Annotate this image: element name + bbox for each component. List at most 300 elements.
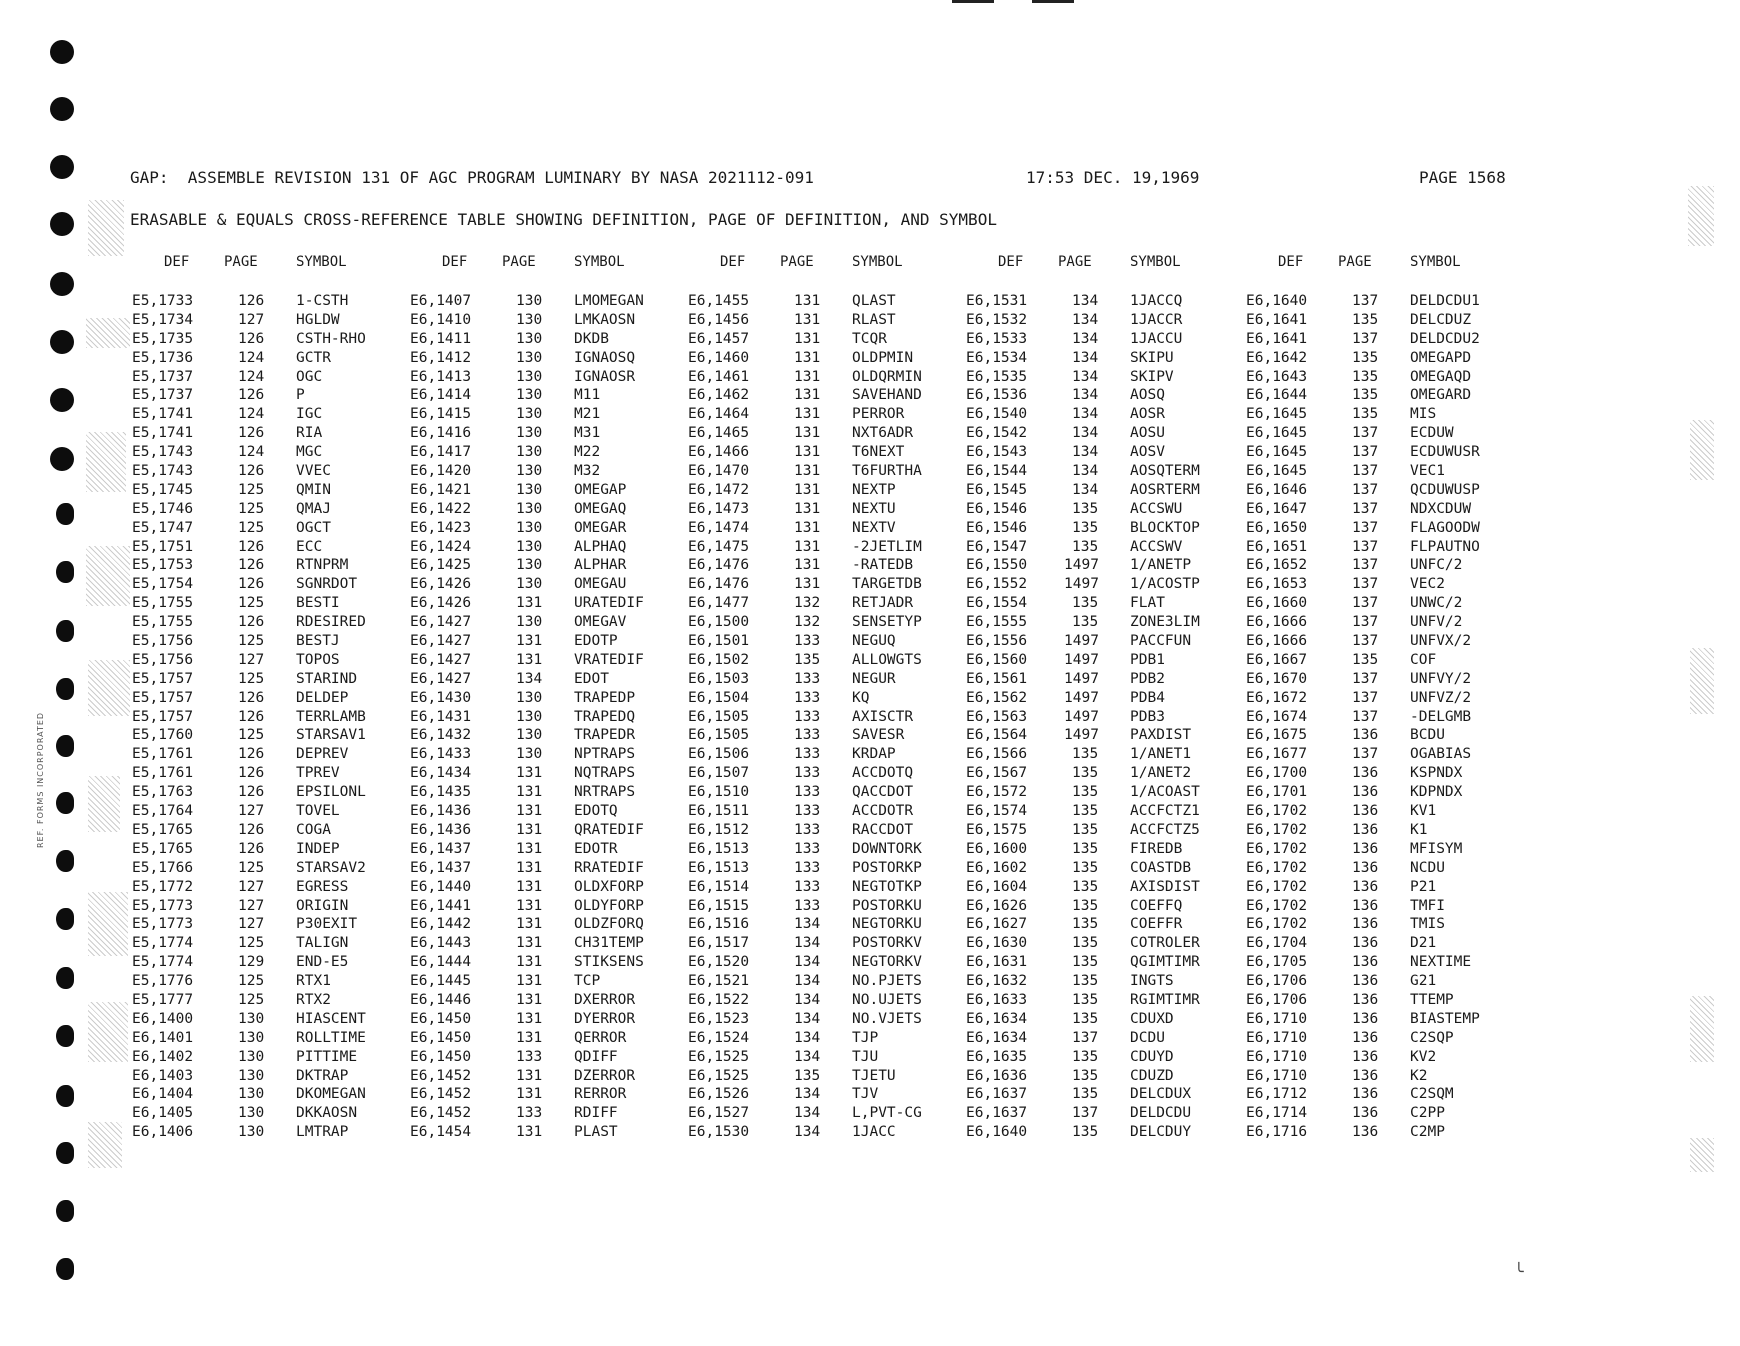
def-cell: E6,1666 xyxy=(1246,614,1308,631)
page-cell: 131 xyxy=(516,765,543,782)
page-cell: 135 xyxy=(1072,1067,1099,1084)
def-cell: E5,1760 xyxy=(132,727,194,744)
page-cell: 137 xyxy=(1352,689,1379,706)
page-cell: 136 xyxy=(1352,973,1379,990)
def-cell: E6,1477 xyxy=(688,595,750,612)
symbol-cell: EDOT xyxy=(574,670,609,687)
symbol-cell: DOWNTORK xyxy=(852,840,922,857)
page-cell: 127 xyxy=(238,916,265,933)
margin-side-text: REF. FORMS INCORPORATED xyxy=(36,711,45,849)
def-cell: E6,1476 xyxy=(688,557,750,574)
page-cell: 136 xyxy=(1352,1048,1379,1065)
def-cell: E6,1543 xyxy=(966,444,1028,461)
page-cell: 136 xyxy=(1352,1067,1379,1084)
symbol-cell: SKIPV xyxy=(1130,368,1174,385)
page-cell: 131 xyxy=(516,954,543,971)
page-cell: 130 xyxy=(238,1067,265,1084)
def-cell: E6,1513 xyxy=(688,840,750,857)
column-headers xyxy=(0,254,1740,276)
page-cell: 137 xyxy=(1352,670,1379,687)
def-cell: E6,1427 xyxy=(410,670,472,687)
def-cell: E6,1552 xyxy=(966,576,1028,593)
def-cell: E5,1765 xyxy=(132,840,194,857)
def-cell: E6,1406 xyxy=(132,1124,194,1141)
symbol-cell: ECDUW xyxy=(1410,425,1454,442)
def-cell: E6,1432 xyxy=(410,727,472,744)
def-cell: E5,1757 xyxy=(132,670,194,687)
page-cell: 131 xyxy=(516,878,543,895)
page-cell: 135 xyxy=(1072,1048,1099,1065)
def-cell: E6,1526 xyxy=(688,1086,750,1103)
punch-hole xyxy=(50,97,74,121)
page-cell: 135 xyxy=(1072,878,1099,895)
symbol-cell: BESTJ xyxy=(296,633,340,650)
punch-hole xyxy=(56,1200,74,1222)
def-cell: E6,1405 xyxy=(132,1105,194,1122)
def-cell: E6,1536 xyxy=(966,387,1028,404)
symbol-cell: AOSR xyxy=(1130,406,1165,423)
page-cell: 133 xyxy=(794,878,821,895)
table-row xyxy=(0,519,1740,538)
symbol-cell: TOVEL xyxy=(296,803,340,820)
symbol-cell: 1JACCQ xyxy=(1130,293,1183,309)
symbol-cell: ACCDOTR xyxy=(852,803,914,820)
def-cell: E5,1754 xyxy=(132,576,194,593)
def-cell: E6,1547 xyxy=(966,538,1028,555)
column-header-def: DEF xyxy=(1278,254,1304,270)
def-cell: E6,1450 xyxy=(410,1048,472,1065)
def-cell: E6,1567 xyxy=(966,765,1028,782)
def-cell: E5,1755 xyxy=(132,595,194,612)
symbol-cell: TTEMP xyxy=(1410,991,1454,1008)
table-row xyxy=(0,311,1740,330)
symbol-cell: RRATEDIF xyxy=(574,859,644,876)
symbol-cell: RGIMTIMR xyxy=(1130,991,1200,1008)
def-cell: E6,1455 xyxy=(688,293,750,309)
symbol-cell: INGTS xyxy=(1130,973,1174,990)
def-cell: E6,1444 xyxy=(410,954,472,971)
symbol-cell: C2SQM xyxy=(1410,1086,1454,1103)
symbol-cell: PACCFUN xyxy=(1130,633,1192,650)
symbol-cell: DELCDUZ xyxy=(1410,311,1472,328)
symbol-cell: C2PP xyxy=(1410,1105,1445,1122)
symbol-cell: EDOTR xyxy=(574,840,618,857)
symbol-cell: NXT6ADR xyxy=(852,425,914,442)
symbol-cell: GCTR xyxy=(296,349,331,366)
def-cell: E6,1710 xyxy=(1246,1029,1308,1046)
def-cell: E6,1705 xyxy=(1246,954,1308,971)
page-cell: 130 xyxy=(238,1029,265,1046)
page-cell: 130 xyxy=(238,1124,265,1141)
symbol-cell: DELCDUY xyxy=(1130,1124,1192,1141)
symbol-cell: MGC xyxy=(296,444,323,461)
def-cell: E6,1524 xyxy=(688,1029,750,1046)
symbol-cell: 1/ACOAST xyxy=(1130,784,1200,801)
page-cell: 131 xyxy=(516,1029,543,1046)
symbol-cell: TJETU xyxy=(852,1067,896,1084)
punch-hole xyxy=(50,212,74,236)
page-cell: 131 xyxy=(516,897,543,914)
def-cell: E6,1562 xyxy=(966,689,1028,706)
def-cell: E6,1475 xyxy=(688,538,750,555)
symbol-cell: NEGTOTKP xyxy=(852,878,922,895)
symbol-cell: IGNAOSQ xyxy=(574,349,636,366)
page-cell: 134 xyxy=(1072,311,1099,328)
def-cell: E6,1503 xyxy=(688,670,750,687)
symbol-cell: RLAST xyxy=(852,311,896,328)
symbol-cell: STARSAV1 xyxy=(296,727,366,744)
symbol-cell: COEFFQ xyxy=(1130,897,1183,914)
symbol-cell: QCDUWUSP xyxy=(1410,481,1480,498)
page-cell: 137 xyxy=(1352,595,1379,612)
page-cell: 135 xyxy=(1352,349,1379,366)
def-cell: E5,1737 xyxy=(132,387,194,404)
def-cell: E5,1764 xyxy=(132,803,194,820)
symbol-cell: VVEC xyxy=(296,463,331,480)
table-row xyxy=(0,613,1740,632)
def-cell: E6,1652 xyxy=(1246,557,1308,574)
symbol-cell: POSTORKV xyxy=(852,935,922,952)
def-cell: E6,1554 xyxy=(966,595,1028,612)
column-header-def: DEF xyxy=(442,254,468,270)
def-cell: E5,1766 xyxy=(132,859,194,876)
symbol-cell: COTROLER xyxy=(1130,935,1200,952)
column-header-def: DEF xyxy=(164,254,190,270)
def-cell: E6,1560 xyxy=(966,651,1028,668)
symbol-cell: T6NEXT xyxy=(852,444,905,461)
symbol-cell: NEGUQ xyxy=(852,633,896,650)
symbol-cell: NEXTU xyxy=(852,500,896,517)
table-row xyxy=(0,632,1740,651)
page-cell: 137 xyxy=(1352,444,1379,461)
symbol-cell: OLDZFORQ xyxy=(574,916,644,933)
symbol-cell: AXISDIST xyxy=(1130,878,1200,895)
page-cell: 131 xyxy=(794,387,821,404)
def-cell: E6,1401 xyxy=(132,1029,194,1046)
table-row xyxy=(0,670,1740,689)
symbol-cell: 1-CSTH xyxy=(296,293,349,309)
page-cell: 137 xyxy=(1352,633,1379,650)
page-cell: 133 xyxy=(794,689,821,706)
symbol-cell: M31 xyxy=(574,425,601,442)
def-cell: E6,1410 xyxy=(410,311,472,328)
def-cell: E6,1435 xyxy=(410,784,472,801)
page-cell: 126 xyxy=(238,689,265,706)
symbol-cell: COF xyxy=(1410,651,1437,668)
def-cell: E6,1556 xyxy=(966,633,1028,650)
def-cell: E6,1521 xyxy=(688,973,750,990)
page-cell: 125 xyxy=(238,595,265,612)
table-row xyxy=(0,1104,1740,1123)
symbol-cell: -DELGMB xyxy=(1410,708,1472,725)
table-row xyxy=(0,821,1740,840)
def-cell: E6,1644 xyxy=(1246,387,1308,404)
def-cell: E6,1646 xyxy=(1246,481,1308,498)
symbol-cell: BIASTEMP xyxy=(1410,1010,1480,1027)
page-cell: 135 xyxy=(1072,803,1099,820)
column-header-page: PAGE xyxy=(502,254,536,270)
page-cell: 135 xyxy=(1072,991,1099,1008)
page-cell: 135 xyxy=(1352,651,1379,668)
page-cell: 130 xyxy=(516,727,543,744)
symbol-cell: UNFVZ/2 xyxy=(1410,689,1472,706)
page-cell: 131 xyxy=(794,368,821,385)
page-cell: 130 xyxy=(516,689,543,706)
column-header-page: PAGE xyxy=(1338,254,1372,270)
symbol-cell: OMEGAP xyxy=(574,481,627,498)
symbol-cell: KV1 xyxy=(1410,803,1437,820)
page-cell: 1497 xyxy=(1064,689,1099,706)
table-row xyxy=(0,859,1740,878)
page-cell: 135 xyxy=(1352,406,1379,423)
top-edge-mark xyxy=(952,0,994,3)
page-cell: 133 xyxy=(794,708,821,725)
symbol-cell: EDOTP xyxy=(574,633,618,650)
def-cell: E6,1413 xyxy=(410,368,472,385)
page-cell: 134 xyxy=(794,1010,821,1027)
symbol-cell: DELDEP xyxy=(296,689,349,706)
def-cell: E6,1416 xyxy=(410,425,472,442)
page-cell: 130 xyxy=(516,538,543,555)
def-cell: E6,1546 xyxy=(966,519,1028,536)
table-row xyxy=(0,934,1740,953)
symbol-cell: STIKSENS xyxy=(574,954,644,971)
symbol-cell: COGA xyxy=(296,821,331,838)
page-cell: 126 xyxy=(238,557,265,574)
symbol-cell: ACCSWU xyxy=(1130,500,1183,517)
symbol-cell: TARGETDB xyxy=(852,576,922,593)
page-cell: 136 xyxy=(1352,991,1379,1008)
page-cell: 131 xyxy=(516,821,543,838)
def-cell: E6,1470 xyxy=(688,463,750,480)
def-cell: E6,1440 xyxy=(410,878,472,895)
page-cell: 125 xyxy=(238,633,265,650)
table-row xyxy=(0,878,1740,897)
symbol-cell: P xyxy=(296,387,305,404)
page-cell: 126 xyxy=(238,708,265,725)
page-cell: 136 xyxy=(1352,1029,1379,1046)
def-cell: E6,1516 xyxy=(688,916,750,933)
page-cell: 126 xyxy=(238,840,265,857)
def-cell: E6,1666 xyxy=(1246,633,1308,650)
symbol-cell: AOSQTERM xyxy=(1130,463,1200,480)
def-cell: E5,1741 xyxy=(132,406,194,423)
page-cell: 126 xyxy=(238,765,265,782)
page-cell: 134 xyxy=(1072,406,1099,423)
table-row xyxy=(0,330,1740,349)
table-row xyxy=(0,783,1740,802)
def-cell: E6,1473 xyxy=(688,500,750,517)
symbol-cell: HGLDW xyxy=(296,311,340,328)
page-cell: 130 xyxy=(516,708,543,725)
page-cell: 134 xyxy=(1072,444,1099,461)
def-cell: E5,1736 xyxy=(132,349,194,366)
table-row xyxy=(0,991,1740,1010)
def-cell: E6,1507 xyxy=(688,765,750,782)
page-cell: 134 xyxy=(1072,293,1099,309)
symbol-cell: BLOCKTOP xyxy=(1130,519,1200,536)
symbol-cell: NCDU xyxy=(1410,859,1445,876)
page-cell: 125 xyxy=(238,859,265,876)
page-cell: 135 xyxy=(1352,311,1379,328)
symbol-cell: BESTI xyxy=(296,595,340,612)
def-cell: E5,1751 xyxy=(132,538,194,555)
symbol-cell: M22 xyxy=(574,444,601,461)
symbol-cell: ALPHAR xyxy=(574,557,627,574)
def-cell: E5,1773 xyxy=(132,897,194,914)
symbol-cell: NO.PJETS xyxy=(852,973,922,990)
def-cell: E5,1756 xyxy=(132,651,194,668)
page-cell: 134 xyxy=(794,1086,821,1103)
symbol-cell: LMTRAP xyxy=(296,1124,349,1141)
def-cell: E6,1533 xyxy=(966,330,1028,347)
page-cell: 134 xyxy=(794,1029,821,1046)
symbol-cell: DELCDUX xyxy=(1130,1086,1192,1103)
def-cell: E6,1513 xyxy=(688,859,750,876)
def-cell: E6,1631 xyxy=(966,954,1028,971)
symbol-cell: 1/ANETP xyxy=(1130,557,1192,574)
page-cell: 135 xyxy=(794,651,821,668)
def-cell: E6,1667 xyxy=(1246,651,1308,668)
table-row xyxy=(0,443,1740,462)
def-cell: E5,1761 xyxy=(132,746,194,763)
page-cell: 130 xyxy=(516,519,543,536)
symbol-cell: EDOTQ xyxy=(574,803,618,820)
def-cell: E6,1420 xyxy=(410,463,472,480)
page-cell: 130 xyxy=(516,368,543,385)
symbol-cell: KDPNDX xyxy=(1410,784,1463,801)
page-cell: 126 xyxy=(238,387,265,404)
symbol-cell: TJP xyxy=(852,1029,879,1046)
page-cell: 131 xyxy=(794,330,821,347)
symbol-cell: DELDCDU xyxy=(1130,1105,1192,1122)
def-cell: E6,1422 xyxy=(410,500,472,517)
page-cell: 125 xyxy=(238,991,265,1008)
def-cell: E5,1746 xyxy=(132,500,194,517)
symbol-cell: TMIS xyxy=(1410,916,1445,933)
table-row xyxy=(0,802,1740,821)
symbol-cell: NEGTORKU xyxy=(852,916,922,933)
def-cell: E5,1763 xyxy=(132,784,194,801)
def-cell: E5,1734 xyxy=(132,311,194,328)
punch-hole xyxy=(50,155,74,179)
symbol-cell: QGIMTIMR xyxy=(1130,954,1200,971)
symbol-cell: POSTORKP xyxy=(852,859,922,876)
symbol-cell: VEC2 xyxy=(1410,576,1445,593)
page-cell: 131 xyxy=(516,784,543,801)
symbol-cell: NEGTORKV xyxy=(852,954,922,971)
def-cell: E6,1437 xyxy=(410,859,472,876)
column-header-symbol: SYMBOL xyxy=(296,254,347,270)
symbol-cell: RACCDOT xyxy=(852,821,914,838)
def-cell: E6,1427 xyxy=(410,651,472,668)
symbol-cell: ROLLTIME xyxy=(296,1029,366,1046)
symbol-cell: OLDYFORP xyxy=(574,897,644,914)
def-cell: E6,1642 xyxy=(1246,349,1308,366)
timestamp: 17:53 DEC. 19,1969 xyxy=(1026,168,1200,187)
def-cell: E6,1504 xyxy=(688,689,750,706)
def-cell: E6,1643 xyxy=(1246,368,1308,385)
symbol-cell: FIREDB xyxy=(1130,840,1183,857)
page-cell: 135 xyxy=(1072,614,1099,631)
def-cell: E6,1564 xyxy=(966,727,1028,744)
page-cell: 1497 xyxy=(1064,727,1099,744)
def-cell: E6,1544 xyxy=(966,463,1028,480)
symbol-cell: URATEDIF xyxy=(574,595,644,612)
symbol-cell: AOSRTERM xyxy=(1130,481,1200,498)
page-cell: 136 xyxy=(1352,765,1379,782)
def-cell: E6,1426 xyxy=(410,595,472,612)
symbol-cell: DZERROR xyxy=(574,1067,636,1084)
symbol-cell: FLAGOODW xyxy=(1410,519,1480,536)
page-cell: 126 xyxy=(238,293,265,309)
def-cell: E6,1637 xyxy=(966,1105,1028,1122)
def-cell: E6,1430 xyxy=(410,689,472,706)
page-cell: 126 xyxy=(238,746,265,763)
page-cell: 126 xyxy=(238,576,265,593)
def-cell: E6,1531 xyxy=(966,293,1028,309)
def-cell: E5,1761 xyxy=(132,765,194,782)
def-cell: E6,1670 xyxy=(1246,670,1308,687)
page-cell: 134 xyxy=(794,935,821,952)
symbol-cell: DXERROR xyxy=(574,991,636,1008)
page-cell: 126 xyxy=(238,821,265,838)
def-cell: E6,1456 xyxy=(688,311,750,328)
symbol-cell: C2MP xyxy=(1410,1124,1445,1141)
page-cell: 131 xyxy=(794,538,821,555)
symbol-cell: QMAJ xyxy=(296,500,331,517)
def-cell: E6,1710 xyxy=(1246,1067,1308,1084)
page-number: PAGE 1568 xyxy=(1419,168,1506,187)
def-cell: E6,1674 xyxy=(1246,708,1308,725)
page-cell: 137 xyxy=(1352,463,1379,480)
page-cell: 134 xyxy=(1072,463,1099,480)
symbol-cell: RDIFF xyxy=(574,1105,618,1122)
def-cell: E6,1634 xyxy=(966,1029,1028,1046)
def-cell: E6,1566 xyxy=(966,746,1028,763)
table-title: ERASABLE & EQUALS CROSS-REFERENCE TABLE SHOWING DEFINITION, PAGE OF DEFINITION, AND SYMBOL xyxy=(130,210,997,229)
symbol-cell: TRAPEDP xyxy=(574,689,636,706)
table-row xyxy=(0,349,1740,368)
page-cell: 129 xyxy=(238,954,265,971)
def-cell: E5,1774 xyxy=(132,935,194,952)
table-row xyxy=(0,840,1740,859)
column-header-page: PAGE xyxy=(780,254,814,270)
def-cell: E6,1423 xyxy=(410,519,472,536)
page-cell: 137 xyxy=(1352,557,1379,574)
def-cell: E6,1574 xyxy=(966,803,1028,820)
symbol-cell: NRTRAPS xyxy=(574,784,636,801)
symbol-cell: TALIGN xyxy=(296,935,349,952)
def-cell: E6,1600 xyxy=(966,840,1028,857)
symbol-cell: -RATEDB xyxy=(852,557,914,574)
def-cell: E6,1474 xyxy=(688,519,750,536)
page-cell: 135 xyxy=(1072,784,1099,801)
page-cell: 135 xyxy=(1072,954,1099,971)
def-cell: E6,1710 xyxy=(1246,1010,1308,1027)
symbol-cell: PDB4 xyxy=(1130,689,1165,706)
page-cell: 134 xyxy=(794,1048,821,1065)
symbol-cell: UNFVX/2 xyxy=(1410,633,1472,650)
table-row xyxy=(0,368,1740,387)
def-cell: E6,1647 xyxy=(1246,500,1308,517)
page-cell: 131 xyxy=(794,425,821,442)
def-cell: E6,1627 xyxy=(966,916,1028,933)
symbol-cell: ACCSWV xyxy=(1130,538,1183,555)
page-cell: 134 xyxy=(516,670,543,687)
page-cell: 131 xyxy=(516,803,543,820)
def-cell: E5,1743 xyxy=(132,444,194,461)
